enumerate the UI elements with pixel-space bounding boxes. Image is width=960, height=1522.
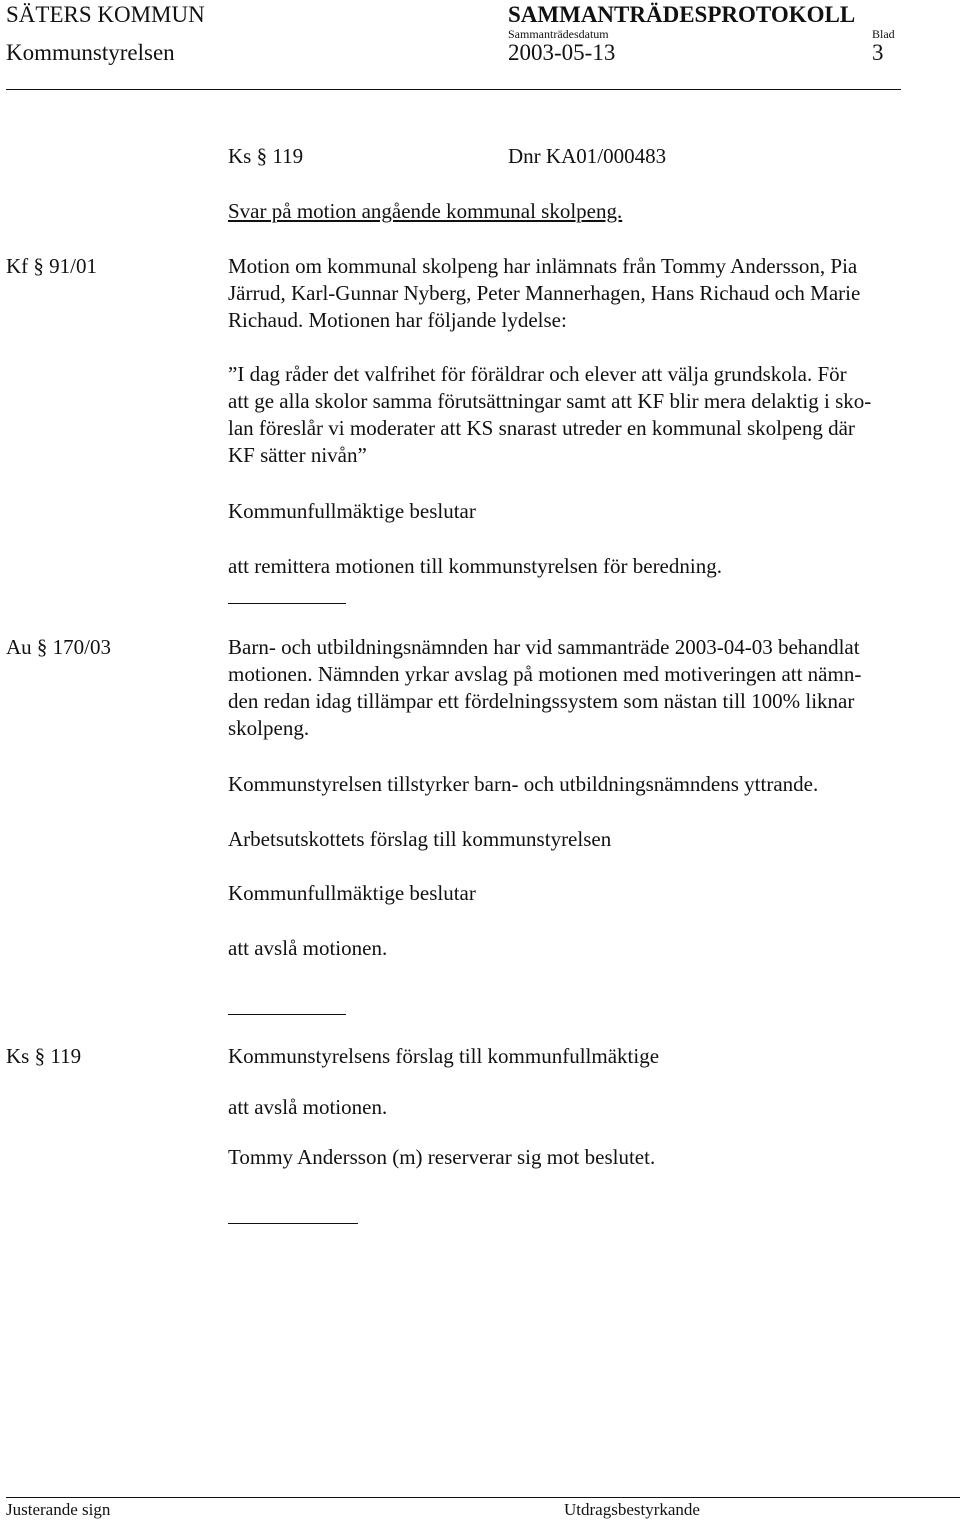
paragraph-line: Barn- och utbildningsnämnden har vid sammanträde 2003-04-03 behandlat [228,635,860,659]
kf-reference [6,253,97,280]
paragraph-symbol: § [34,1044,46,1068]
kf-decision-heading: Kommunfullmäktige beslutar [228,499,476,523]
au-number: 170/03 [52,635,112,659]
au-decision: att avslå motionen. [228,936,388,960]
item-subject: Svar på motion angående kommunal skolpeng. [228,199,623,223]
item-number: 119 [272,144,304,168]
quote-line: att ge alla skolor samma förutsättningar samt att KF blir mera delaktig i sko- [228,389,872,413]
kf-motion-quote [228,361,944,469]
ks-decision: att avslå motionen. [228,1095,388,1119]
ks-proposal-heading: Kommunstyrelsens förslag till kommunfullmäktige [228,1044,660,1068]
au-proposal-heading: Arbetsutskottets förslag till kommunstyrelsen [228,827,612,851]
au-decision-heading: Kommunfullmäktige beslutar [228,881,476,905]
page-label: Blad [872,27,895,41]
kf-ref: Kf [6,254,29,278]
au-ref: Au [6,635,32,659]
paragraph-symbol: § [36,635,48,659]
date-label: Sammanträdesdatum [508,27,609,41]
paragraph-symbol: § [33,254,44,278]
paragraph-line: Motion om kommunal skolpeng har inlämnats från Tommy Andersson, Pia [228,254,858,278]
section-divider [228,1223,358,1224]
paragraph-line: motionen. Nämnden yrkar avslag på motionen med motiveringen att nämn- [228,662,862,686]
footer-signature-label: Justerande sign [6,1500,111,1519]
meeting-date: 2003-05-13 [508,40,616,65]
item-ref: Ks [228,144,252,168]
footer-divider [6,1497,960,1498]
quote-line: ”I dag råder det valfrihet för föräldrar och elever att välja grundskola. För [228,362,847,386]
au-text [228,634,944,742]
reservation-statement: Tommy Andersson (m) reserverar sig mot beslutet. [228,1145,656,1169]
header-divider [6,89,901,90]
paragraph-line: Richaud. Motionen har följande lydelse: [228,308,567,332]
paragraph-line: Järrud, Karl-Gunnar Nyberg, Peter Mannerhagen, Hans Richaud och Marie [228,281,861,305]
kf-motion-text [228,253,944,334]
item-reference [228,143,303,170]
ks-ref: Ks [6,1044,30,1068]
committee-name: Kommunstyrelsen [6,40,175,65]
registration-number: Dnr KA01/000483 [508,144,667,168]
quote-line: KF sätter nivån” [228,443,367,467]
au-reference [6,634,111,661]
ks-support-statement: Kommunstyrelsen tillstyrker barn- och utbildningsnämndens yttrande. [228,772,819,796]
footer-certification-label: Utdragsbestyrkande [564,1500,700,1519]
municipality-name: SÄTERS KOMMUN [6,2,205,27]
ks-reference [6,1043,81,1070]
paragraph-line: skolpeng. [228,716,310,740]
ks-number: 119 [50,1044,82,1068]
kf-decision: att remittera motionen till kommunstyrelsen för beredning. [228,554,722,578]
section-divider [228,603,346,604]
page-number: 3 [872,40,884,65]
kf-number: 91/01 [49,254,98,278]
paragraph-line: den redan idag tillämpar ett fördelningssystem som nästan till 100% liknar [228,689,855,713]
paragraph-symbol: § [256,144,268,168]
section-divider [228,1014,346,1015]
quote-line: lan föreslår vi moderater att KS snarast utreder en kommunal skolpeng där [228,416,855,440]
document-type: SAMMANTRÄDESPROTOKOLL [508,2,856,27]
